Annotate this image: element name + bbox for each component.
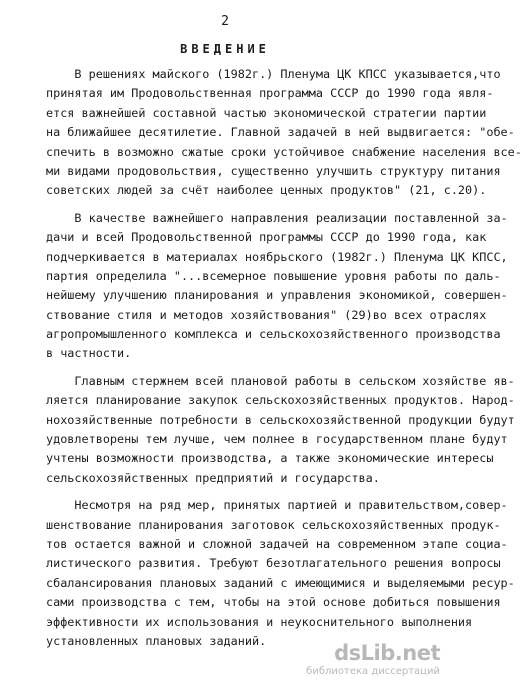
text-line: дачи и всей Продовольственной программы СССР до 1990 года, как: [46, 230, 487, 245]
text-line: сами производства с тем, чтобы на этой основе добиться повышения: [46, 595, 501, 610]
text-line: ется важнейшей составной частью экономической стратегии партии: [46, 105, 487, 120]
watermark-caption: библиотека диссертаций: [306, 666, 440, 677]
text-line: ми видами продовольствия, существенно улучшить структуру питания: [46, 163, 501, 178]
text-line: ствование стиля и методов хозяйствования" (29)во всех отраслях: [46, 307, 487, 322]
text-line: советских людей за счёт наиболее ценных продуктов" (21, с.20).: [46, 183, 487, 198]
paragraph: [46, 209, 508, 364]
text-line: ляется планирование закупок сельскохозяйственных продуктов. Народ-: [46, 393, 515, 408]
text-line: сбалансирования плановых заданий с имеющимися и выделяемыми ресур-: [46, 575, 515, 590]
paragraph: [46, 65, 522, 201]
text-line: В решениях майского (1982г.) Пленума ЦК КПСС указывается,что: [46, 67, 501, 81]
text-line: Главным стержнем всей плановой работы в сельском хозяйстве яв-: [46, 373, 515, 388]
section-heading: ВВЕДЕНИЕ: [180, 42, 270, 56]
text-line: нейшему улучшению планирования и управления экономикой, совершен-: [46, 288, 508, 303]
text-line: спечить в возможно сжатые сроки устойчивое снабжение населения все-: [46, 144, 522, 159]
text-line: установленных плановых заданий.: [46, 633, 267, 648]
paragraph: [46, 496, 515, 651]
text-line: принятая им Продовольственная программа СССР до 1990 года явля-: [46, 86, 494, 101]
text-line: нохозяйственные потребности в сельскохозяйственной продукции будут: [46, 412, 515, 427]
text-line: эффективности их использования и неукоснительного выполнения: [46, 614, 473, 629]
text-line: сельскохозяйственных предприятий и государства.: [46, 470, 380, 485]
text-line: тов остается важной и сложной задачей на современном этапе социа-: [46, 536, 508, 551]
text-line: на ближайшее десятилетие. Главной задачей в ней выдвигается: "обе-: [46, 125, 515, 140]
watermark: [306, 641, 440, 677]
text-line: В качестве важнейшего направления реализации поставленной за-: [46, 210, 508, 225]
text-line: подчеркивается в материалах ноябрьского (1982г.) Пленума ЦК КПСС,: [46, 249, 508, 264]
watermark-logo: dsLib.net: [334, 641, 440, 665]
page-number: 2: [221, 14, 229, 29]
text-line: партия определила "...всемерное повышение уровня работы по даль-: [46, 268, 501, 283]
text-line: Несмотря на ряд мер, принятых партией и правительством,совер-: [46, 498, 508, 513]
text-line: агропромышленного комплекса и сельскохозяйственного производства: [46, 327, 501, 342]
body-text: [46, 65, 522, 651]
paragraph: [46, 372, 515, 488]
text-line: шенствование планирования заготовок сельскохозяйственных продук-: [46, 517, 501, 532]
text-line: листического развития. Требуют безотлагательного решения вопросы: [46, 556, 501, 571]
text-line: удовлетворены тем лучше, чем полнее в государственном плане будут: [46, 432, 508, 447]
text-line: в частности.: [46, 346, 132, 361]
text-line: учтены возможности производства, а также экономические интересы: [46, 451, 494, 466]
